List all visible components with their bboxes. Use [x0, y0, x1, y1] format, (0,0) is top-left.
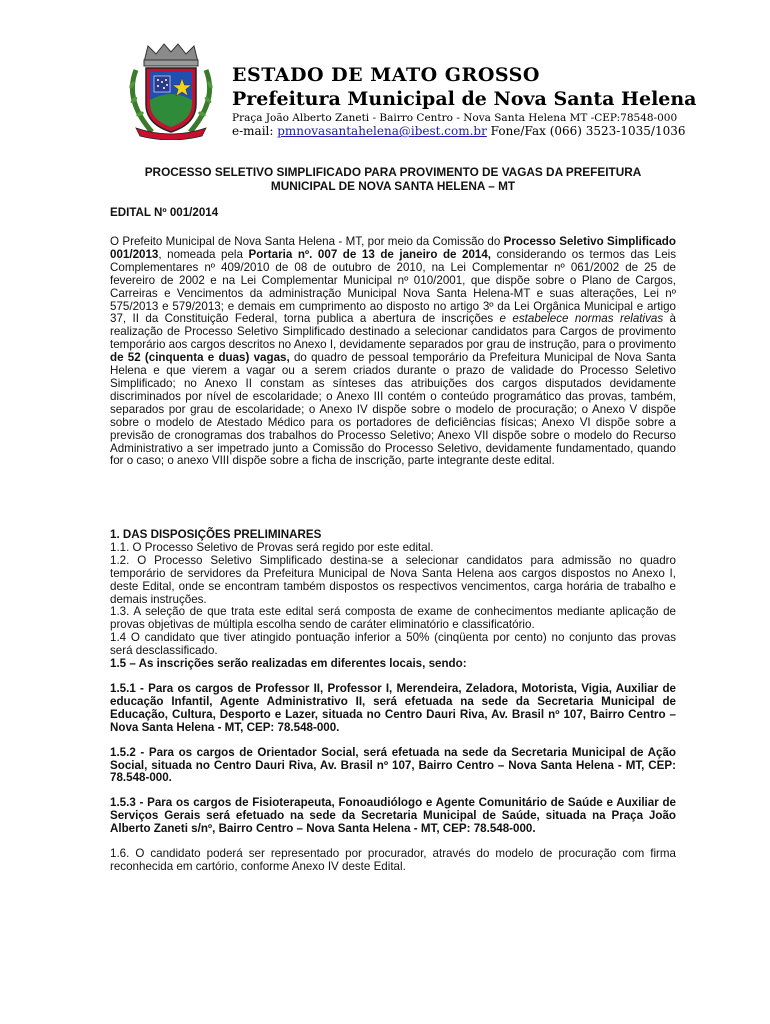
clause-1-1: 1.1. O Processo Seletivo de Provas será regido por este edital.: [110, 540, 434, 554]
intro-bold-3: de 52 (cinquenta e duas) vagas,: [110, 351, 290, 365]
municipal-coat-of-arms-icon: [122, 40, 220, 140]
intro-bold-1: Processo Seletivo Simplificado 001/2013: [110, 235, 676, 261]
clause-1-5-2: 1.5.2 - Para os cargos de Orientador Social, será efetuada na sede da Secretaria Municipal de Ação Social, situada no Centro Dauri Riva, Av. Brasil nº 107, Bairro Centro – Nova Santa Helena - MT, CEP: 78.548-000.: [110, 745, 676, 785]
intro-text-4: à realização de Processo Seletivo Simplificado destinado a selecionar candidatos para Cargos de provimento temporário aos cargos descritos no Anexo I, devidamente separados por grau de instrução, para o provimento: [110, 312, 676, 352]
section-1-heading: 1. DAS DISPOSIÇÕES PRELIMINARES: [110, 528, 322, 541]
header-address: Praça João Alberto Zaneti - Bairro Centro - Nova Santa Helena MT -CEP:78548-000: [232, 112, 678, 124]
intro-text-2: , nomeada pela: [158, 247, 249, 261]
clause-1-5-1: 1.5.1 - Para os cargos de Professor II, Professor I, Merendeira, Zeladora, Motorista, Vigia, Auxiliar de educação Infantil, Agente Administrativo II, será efetuada na sede da Secretaria Municipal de Educação, Cultura, Desporto e Lazer, situada no Centro Dauri Riva, Av. Brasil nº 107, Bairro Centro – Nova Santa Helena - MT, CEP: 78.548-000.: [110, 681, 676, 734]
document-title-line-2: MUNICIPAL DE NOVA SANTA HELENA – MT: [270, 179, 516, 193]
clause-1-6: 1.6. O candidato poderá ser representado por procurador, através do modelo de procuração com firma reconhecida em cartório, conforme Anexo IV deste Edital.: [110, 847, 676, 873]
intro-paragraph: [110, 236, 676, 468]
document-title: [110, 165, 676, 193]
header-state-name: ESTADO DE MATO GROSSO: [232, 64, 540, 86]
clause-1-3: 1.3. A seleção de que trata este edital será composta de exame de conhecimentos mediante aplicação de provas objetivas de múltipla escolha sendo de caráter eliminatório e classificatório.: [110, 605, 676, 632]
document-title-line-1: PROCESSO SELETIVO SIMPLIFICADO PARA PROVIMENTO DE VAGAS DA PREFEITURA: [144, 165, 642, 179]
intro-italic-1: e estabelece normas relativas: [499, 312, 664, 326]
header-prefecture-name: Prefeitura Municipal de Nova Santa Helena: [232, 88, 697, 110]
section-1: [110, 529, 676, 874]
edital-number: EDITAL Nº 001/2014: [110, 206, 219, 219]
clause-1-4: 1.4 O candidato que tiver atingido pontuação inferior a 50% (cinqüenta por cento) no conjunto das provas será desclassificado.: [110, 631, 676, 658]
clause-1-5: 1.5 – As inscrições serão realizadas em diferentes locais, sendo:: [110, 657, 467, 671]
header-contact: [232, 124, 685, 138]
clause-1-5-3: 1.5.3 - Para os cargos de Fisioterapeuta, Fonoaudiólogo e Agente Comunitário de Saúde e Auxiliar de Serviços Gerais será efetuado na sede da Secretaria Municipal de Saúde, situada na Praça João Alberto Zaneti s/nº, Bairro Centro – Nova Santa Helena - MT, CEP: 78.548-000.: [110, 796, 676, 836]
intro-text-5: do quadro de pessoal temporário da Prefeitura Municipal de Nova Santa Helena e que vierem a vagar ou a serem criados durante o prazo de validade do Processo Seletivo Simplificado; no Anexo II constam as sínteses das atribuições dos cargos disputados devidamente discriminados por nível de escolaridade; o Anexo III contém o conteúdo programático das provas, também, separados por grau de escolaridade; o Anexo IV dispõe sobre o modelo de procuração; o Anexo V dispõe sobre o modelo de Atestado Médico para os portadores de deficiências físicas; Anexo VI dispõe sobre a previsão de cronogramas dos trabalhos do Processo Seletivo; Anexo VII dispõe sobre o modelo do Recurso Administrativo a ser impetrado junto a Comissão do Processo Seletivo, devidamente fundamentado, quando for o caso; o anexo VIII dispõe sobre a ficha de inscrição, parte integrante deste edital.: [110, 351, 677, 468]
phone-fax: Fone/Fax (066) 3523-1035/1036: [490, 124, 686, 138]
intro-bold-2: Portaria nº. 007 de 13 de janeiro de 2014,: [248, 247, 492, 261]
email-link[interactable]: pmnovasantahelena@ibest.com.br: [277, 124, 487, 138]
email-label: e-mail:: [232, 124, 274, 138]
intro-text-1: O Prefeito Municipal de Nova Santa Helena - MT, por meio da Comissão do: [110, 235, 504, 248]
intro-text-3: considerando os termos das Leis Complementares nº 409/2010 de 08 de outubro de 2010, na Lei Complementar nº 061/2002 de 25 de fevereiro de 2002 e na Lei Complementar Municipal nº 010/2001, que dispõe sobre o Plano de Cargos, Carreiras e Vencimentos da administração Municipal Nova Santa Helena-MT e suas alterações, Lei nº 575/2013 e 579/2013; e demais em cumprimento ao disposto no artigo 3º da Lei Orgânica Municipal e artigo 37, II da Constituição Federal, torna publica a abertura de inscrições: [110, 247, 677, 326]
clause-1-2: 1.2. O Processo Seletivo Simplificado destina-se a selecionar candidatos para admissão no quadro temporário de servidores da Prefeitura Municipal de Nova Santa Helena aos cargos dispostos no Anexo I, deste Edital, onde se encontram também dispostos os respectivos vencimentos, carga horária de trabalho e demais instruções.: [110, 553, 676, 606]
